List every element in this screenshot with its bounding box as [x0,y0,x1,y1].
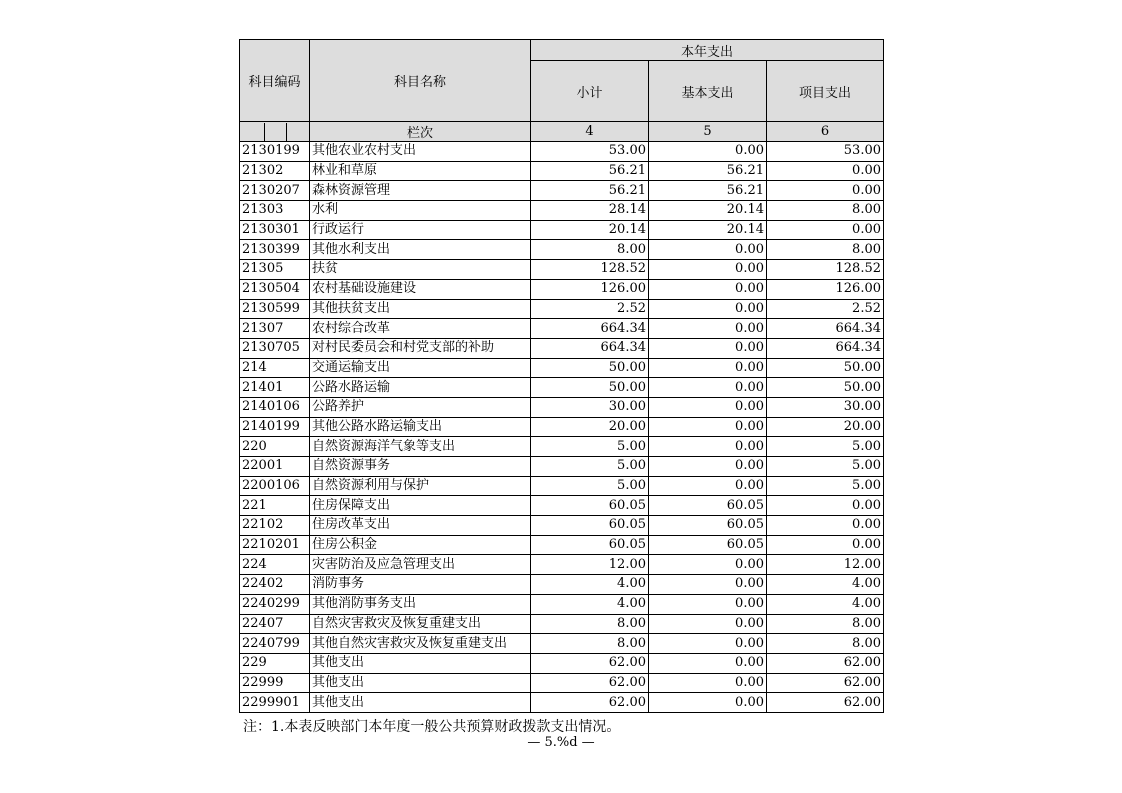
row-subtotal: 20.14 [531,220,649,240]
row-name: 住房公积金 [310,535,531,555]
row-name: 其他扶贫支出 [310,299,531,319]
row-basic: 0.00 [649,594,767,614]
row-name: 其他自然灾害救灾及恢复重建支出 [310,634,531,654]
row-code: 2130199 [240,142,310,162]
row-basic: 20.14 [649,201,767,221]
row-code: 21302 [240,161,310,181]
row-basic: 0.00 [649,299,767,319]
row-subtotal: 8.00 [531,634,649,654]
table-row [240,397,884,417]
row-subtotal: 62.00 [531,673,649,693]
row-project: 8.00 [767,614,884,634]
row-basic: 0.00 [649,142,767,162]
row-name: 其他水利支出 [310,240,531,260]
table-row [240,279,884,299]
table-row [240,614,884,634]
row-code: 2200106 [240,476,310,496]
row-name: 其他支出 [310,693,531,713]
row-project: 8.00 [767,240,884,260]
row-name: 交通运输支出 [310,358,531,378]
row-name: 水利 [310,201,531,221]
row-project: 50.00 [767,358,884,378]
row-subtotal: 664.34 [531,338,649,358]
row-project: 62.00 [767,653,884,673]
row-name: 公路养护 [310,397,531,417]
row-project: 12.00 [767,555,884,575]
row-project: 664.34 [767,338,884,358]
row-code: 22999 [240,673,310,693]
row-label: 栏次 [310,122,531,142]
row-project: 8.00 [767,201,884,221]
table-row [240,516,884,536]
row-project: 0.00 [767,535,884,555]
row-code: 22407 [240,614,310,634]
row-code: 224 [240,555,310,575]
row-project: 4.00 [767,575,884,595]
header-subtotal: 小计 [531,61,649,122]
row-name: 其他支出 [310,653,531,673]
row-project: 62.00 [767,693,884,713]
row-code: 2210201 [240,535,310,555]
row-name: 其他支出 [310,673,531,693]
row-basic: 0.00 [649,555,767,575]
table-row [240,319,884,339]
row-subtotal: 12.00 [531,555,649,575]
table-row [240,161,884,181]
header-project: 项目支出 [767,61,884,122]
row-project: 2.52 [767,299,884,319]
header-name: 科目名称 [310,40,531,122]
row-basic: 0.00 [649,673,767,693]
row-code: 2140106 [240,397,310,417]
row-subtotal: 8.00 [531,614,649,634]
row-code: 2130504 [240,279,310,299]
row-basic: 0.00 [649,319,767,339]
row-basic: 56.21 [649,161,767,181]
row-basic: 0.00 [649,437,767,457]
table-body [240,142,884,713]
row-basic: 0.00 [649,417,767,437]
row-code: 2240799 [240,634,310,654]
row-code: 2140199 [240,417,310,437]
row-label-blank [240,122,310,142]
row-code: 2240299 [240,594,310,614]
table-row [240,358,884,378]
row-basic: 60.05 [649,535,767,555]
row-basic: 0.00 [649,240,767,260]
row-code: 2130207 [240,181,310,201]
row-project: 20.00 [767,417,884,437]
row-subtotal: 5.00 [531,476,649,496]
row-name: 自然资源利用与保护 [310,476,531,496]
row-subtotal: 126.00 [531,279,649,299]
row-name: 其他农业农村支出 [310,142,531,162]
row-code: 22402 [240,575,310,595]
row-basic: 0.00 [649,358,767,378]
row-basic: 0.00 [649,397,767,417]
row-project: 664.34 [767,319,884,339]
row-code: 22102 [240,516,310,536]
row-code: 21401 [240,378,310,398]
table-row [240,240,884,260]
row-basic: 0.00 [649,279,767,299]
table-row [240,476,884,496]
row-basic: 56.21 [649,181,767,201]
row-basic: 0.00 [649,378,767,398]
row-name: 农村综合改革 [310,319,531,339]
page-number: — 5.%d — [527,735,595,750]
row-subtotal: 60.05 [531,535,649,555]
table-row [240,378,884,398]
row-subtotal: 28.14 [531,201,649,221]
row-name: 森林资源管理 [310,181,531,201]
row-project: 5.00 [767,476,884,496]
row-code: 221 [240,496,310,516]
row-name: 农村基础设施建设 [310,279,531,299]
row-project: 5.00 [767,437,884,457]
col-number-6: 6 [767,122,884,142]
row-name: 林业和草原 [310,161,531,181]
row-subtotal: 56.21 [531,161,649,181]
footnote: 注：1.本表反映部门本年度一般公共预算财政拨款支出情况。 [243,719,621,735]
row-basic: 60.05 [649,496,767,516]
row-subtotal: 128.52 [531,260,649,280]
col-number-4: 4 [531,122,649,142]
table-row [240,181,884,201]
row-name: 灾害防治及应急管理支出 [310,555,531,575]
row-name: 公路水路运输 [310,378,531,398]
row-subtotal: 62.00 [531,653,649,673]
expenditure-table [239,39,884,713]
table-row [240,535,884,555]
table-row [240,693,884,713]
row-project: 0.00 [767,161,884,181]
table-row [240,417,884,437]
table-row [240,634,884,654]
row-name: 自然灾害救灾及恢复重建支出 [310,614,531,634]
row-subtotal: 8.00 [531,240,649,260]
row-name: 住房改革支出 [310,516,531,536]
row-basic: 0.00 [649,634,767,654]
row-subtotal: 56.21 [531,181,649,201]
table-row [240,653,884,673]
row-subtotal: 5.00 [531,457,649,477]
row-basic: 0.00 [649,693,767,713]
row-subtotal: 50.00 [531,358,649,378]
row-project: 62.00 [767,673,884,693]
row-subtotal: 62.00 [531,693,649,713]
row-project: 128.52 [767,260,884,280]
col-number-5: 5 [649,122,767,142]
row-subtotal: 664.34 [531,319,649,339]
row-project: 53.00 [767,142,884,162]
row-subtotal: 60.05 [531,496,649,516]
header-group: 本年支出 [531,40,884,61]
table-row [240,142,884,162]
row-name: 其他公路水路运输支出 [310,417,531,437]
row-name: 自然资源海洋气象等支出 [310,437,531,457]
row-name: 扶贫 [310,260,531,280]
table-row [240,673,884,693]
row-basic: 0.00 [649,476,767,496]
row-basic: 0.00 [649,575,767,595]
row-project: 8.00 [767,634,884,654]
table-row [240,220,884,240]
row-subtotal: 4.00 [531,575,649,595]
row-basic: 0.00 [649,260,767,280]
table-row [240,496,884,516]
row-project: 0.00 [767,496,884,516]
table-row [240,299,884,319]
row-project: 126.00 [767,279,884,299]
row-name: 消防事务 [310,575,531,595]
row-code: 2130301 [240,220,310,240]
row-code: 21303 [240,201,310,221]
row-code: 2130399 [240,240,310,260]
table-row [240,201,884,221]
table-row [240,575,884,595]
row-project: 0.00 [767,516,884,536]
row-name: 住房保障支出 [310,496,531,516]
row-project: 0.00 [767,181,884,201]
row-subtotal: 5.00 [531,437,649,457]
row-name: 对村民委员会和村党支部的补助 [310,338,531,358]
table-row [240,260,884,280]
row-subtotal: 50.00 [531,378,649,398]
table-row [240,555,884,575]
row-project: 5.00 [767,457,884,477]
row-code: 214 [240,358,310,378]
row-basic: 0.00 [649,457,767,477]
row-code: 21305 [240,260,310,280]
row-subtotal: 2.52 [531,299,649,319]
row-project: 50.00 [767,378,884,398]
row-code: 2130705 [240,338,310,358]
table-row [240,594,884,614]
row-basic: 0.00 [649,338,767,358]
row-code: 220 [240,437,310,457]
row-basic: 0.00 [649,653,767,673]
row-basic: 60.05 [649,516,767,536]
row-subtotal: 30.00 [531,397,649,417]
row-name: 自然资源事务 [310,457,531,477]
header-code: 科目编码 [240,40,310,122]
row-project: 4.00 [767,594,884,614]
row-name: 行政运行 [310,220,531,240]
row-code: 2130599 [240,299,310,319]
table-row [240,457,884,477]
row-subtotal: 53.00 [531,142,649,162]
row-code: 229 [240,653,310,673]
row-basic: 0.00 [649,614,767,634]
row-subtotal: 20.00 [531,417,649,437]
table-row [240,338,884,358]
row-subtotal: 60.05 [531,516,649,536]
row-subtotal: 4.00 [531,594,649,614]
header-basic: 基本支出 [649,61,767,122]
row-code: 21307 [240,319,310,339]
row-code: 22001 [240,457,310,477]
row-project: 0.00 [767,220,884,240]
row-name: 其他消防事务支出 [310,594,531,614]
row-code: 2299901 [240,693,310,713]
row-basic: 20.14 [649,220,767,240]
row-project: 30.00 [767,397,884,417]
table-row [240,437,884,457]
